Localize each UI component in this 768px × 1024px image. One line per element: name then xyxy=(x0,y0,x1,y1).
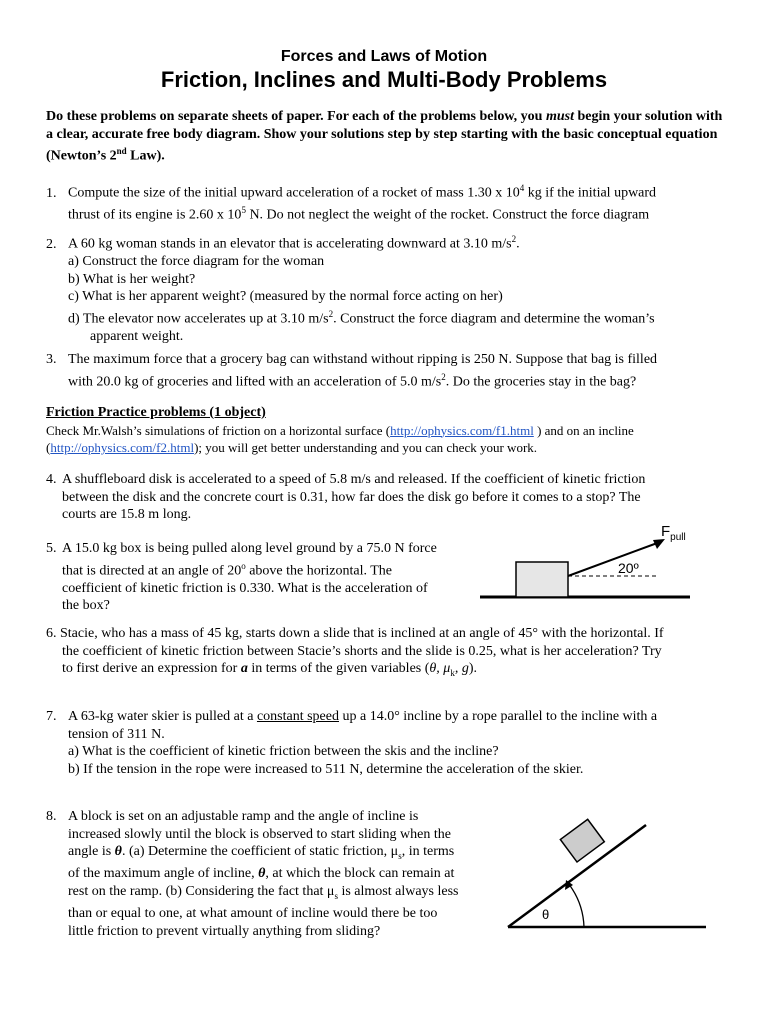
box xyxy=(516,562,568,597)
pull-force-arrow xyxy=(568,542,660,576)
problem-number: 7. xyxy=(46,709,57,724)
problem-7 xyxy=(46,708,746,778)
p8-line-4a: of the maximum angle of incline, xyxy=(68,866,259,882)
problem-number: 4. xyxy=(46,472,57,487)
p6-sub-k: k xyxy=(450,667,455,678)
problem-number: 2. xyxy=(46,236,57,252)
p2-item-d-post: . Construct the force diagram and determine the woman’s xyxy=(333,311,655,327)
p5-line-4: the box? xyxy=(62,598,110,614)
p6-vars: θ, μ xyxy=(429,661,451,676)
intro-part2: begin your solution with a clear, accurate free body diagram. Show your solutions step by step starting with the basic conceptual equation (Newton’s 2 xyxy=(46,109,723,164)
angle-label: 20º xyxy=(618,560,639,576)
p3-text-b: with 20.0 kg of groceries and lifted with an acceleration of 5.0 m/s xyxy=(68,374,442,390)
p2-item: a) Construct the force diagram for the woman xyxy=(68,254,325,270)
p7-line-3: a) What is the coefficient of kinetic friction between the skis and the incline? xyxy=(68,744,499,759)
section-heading: Friction Practice problems (1 object) xyxy=(46,405,266,420)
p1-sup-c: 5 xyxy=(241,205,246,216)
p8-line-3c: , in terms xyxy=(401,844,455,859)
p8-sub-s: s xyxy=(398,850,402,861)
problem-1 xyxy=(46,180,746,224)
intro-sup: nd xyxy=(116,146,127,156)
p3-sup-b: 2 xyxy=(441,371,446,382)
friction-section xyxy=(46,404,746,457)
p7-line-1b: up a 14.0° incline by a rope parallel to the incline with a xyxy=(338,709,658,724)
intro-emphasis: must xyxy=(545,109,574,124)
p8-line-5b: is almost always less xyxy=(337,883,459,899)
p2-item-d: d) The elevator now accelerates up at 3.10 m/s xyxy=(68,311,329,327)
friction-text-a: Check Mr.Walsh’s simulations of friction on a horizontal surface ( xyxy=(46,422,391,438)
p8-theta: θ xyxy=(258,866,266,882)
force-label: $F_{pull}$ xyxy=(661,523,686,543)
simulation-link-2[interactable]: http://ophysics.com/f2.html xyxy=(50,440,195,455)
p6-var-g: , g xyxy=(454,661,469,676)
p8-line-7: little friction to prevent virtually anything from sliding? xyxy=(68,923,381,939)
angle-arc xyxy=(568,883,584,927)
p2-item-d-cont: apparent weight. xyxy=(90,328,184,344)
p1-text-b: kg if the initial upward xyxy=(524,185,657,201)
problem-number: 3. xyxy=(46,352,57,367)
instructions xyxy=(46,108,726,165)
p2-text-a: A 60 kg woman stands in an elevator that is accelerating downward at 3.10 m/s xyxy=(68,236,512,252)
p5-line-1: A 15.0 kg box is being pulled along level ground by a 75.0 N force xyxy=(62,541,437,556)
ramp-diagram xyxy=(500,815,720,935)
p5-line-3: coefficient of kinetic friction is 0.330. What is the acceleration of xyxy=(62,580,428,596)
p7-line-1a: A 63-kg water skier is pulled at a xyxy=(68,709,257,724)
p8-line-2: increased slowly until the block is observed to start sliding when the xyxy=(68,826,451,842)
p2-sup-d: 2 xyxy=(328,308,334,319)
problem-8 xyxy=(46,808,506,940)
p6-line-2: the coefficient of kinetic friction between Stacie’s shorts and the slide is 0.25, what is her acceleration? Try xyxy=(62,643,662,659)
p7-line-4: b) If the tension in the rope were increased to 511 N, determine the acceleration of the skier. xyxy=(68,761,584,777)
p8-line-5a: rest on the ramp. (b) Considering the fact that μ xyxy=(68,883,335,899)
p5-line-2a: that is directed at an angle of 20 xyxy=(62,563,242,579)
p8-line-6: than or equal to one, at what amount of incline would there be too xyxy=(68,906,438,922)
p2-text-a-end: . xyxy=(516,236,520,252)
friction-text-c: ( xyxy=(46,440,51,455)
problem-number: 8. xyxy=(46,809,57,824)
intro-part1: Do these problems on separate sheets of paper. For each of the problems below, you xyxy=(46,109,546,124)
friction-text-d: ); you will get better understanding and you can check your work. xyxy=(194,440,538,455)
problem-2 xyxy=(46,231,746,345)
problem-number: 1. xyxy=(46,185,57,201)
p8-line-3a: angle is xyxy=(68,844,115,859)
p4-line: courts are 15.8 m long. xyxy=(62,507,192,522)
p7-line-2: tension of 311 N. xyxy=(68,726,165,742)
intro-part3: Law). xyxy=(126,148,165,164)
sliding-block xyxy=(560,819,604,862)
p5-line-2b: above the horizontal. The xyxy=(245,563,393,579)
p8-line-1: A block is set on an adjustable ramp and the angle of incline is xyxy=(68,809,419,824)
page-title: Friction, Inclines and Multi-Body Problems xyxy=(160,67,608,92)
p1-text-a: Compute the size of the initial upward acceleration of a rocket of mass 1.30 x 10 xyxy=(68,185,520,201)
p6-line-3a: to first derive an expression for xyxy=(62,661,241,676)
problem-6 xyxy=(46,625,746,682)
p3-text-a: The maximum force that a grocery bag can withstand without ripping is 250 N. Suppose that bag is filled xyxy=(68,352,658,367)
p8-sub-s: s xyxy=(334,890,338,901)
p1-text-d: N. Do not neglect the weight of the rocket. Construct the force diagram xyxy=(245,207,650,223)
p3-text-c: . Do the groceries stay in the bag? xyxy=(445,374,637,390)
simulation-link-1[interactable]: http://ophysics.com/f1.html xyxy=(390,422,534,438)
box-pull-diagram xyxy=(470,520,700,610)
problem-4 xyxy=(46,471,746,524)
p5-sup: o xyxy=(241,560,246,571)
p2-item: b) What is her weight? xyxy=(68,271,196,287)
friction-text-b: ) and on an incline xyxy=(533,422,634,438)
p6-variable-a: a xyxy=(240,661,248,676)
p4-line: between the disk and the concrete court is 0.31, how far does the disk go before it comes to a stop? The xyxy=(62,489,641,505)
p2-item: c) What is her apparent weight? (measured by the normal force acting on her) xyxy=(68,289,503,305)
topic-heading: Forces and Laws of Motion xyxy=(280,48,488,65)
p7-underline: constant speed xyxy=(256,709,339,724)
arrowhead xyxy=(653,539,665,549)
p1-text-c: thrust of its engine is 2.60 x 10 xyxy=(68,207,242,223)
p8-line-4b: , at which the block can remain at xyxy=(265,866,455,882)
problem-5 xyxy=(46,540,486,615)
problem-number: 5. xyxy=(46,541,57,556)
p6-line-3g: ). xyxy=(468,661,477,676)
p1-sup-a: 4 xyxy=(519,183,525,193)
p8-line-3b: . (a) Determine the coefficient of static friction, μ xyxy=(121,844,399,859)
p2-sup-a: 2 xyxy=(511,234,517,244)
angle-label: θ xyxy=(542,907,550,922)
p4-line: A shuffleboard disk is accelerated to a speed of 5.8 m/s and released. If the coefficient of kinetic friction xyxy=(62,472,646,487)
problem-3 xyxy=(46,351,746,391)
p8-theta: θ xyxy=(114,844,122,859)
p6-line-1: 6. Stacie, who has a mass of 45 kg, starts down a slide that is inclined at an angle of 45° with the horizontal. If xyxy=(46,626,664,641)
p6-line-3c: in terms of the given variables ( xyxy=(247,661,430,676)
